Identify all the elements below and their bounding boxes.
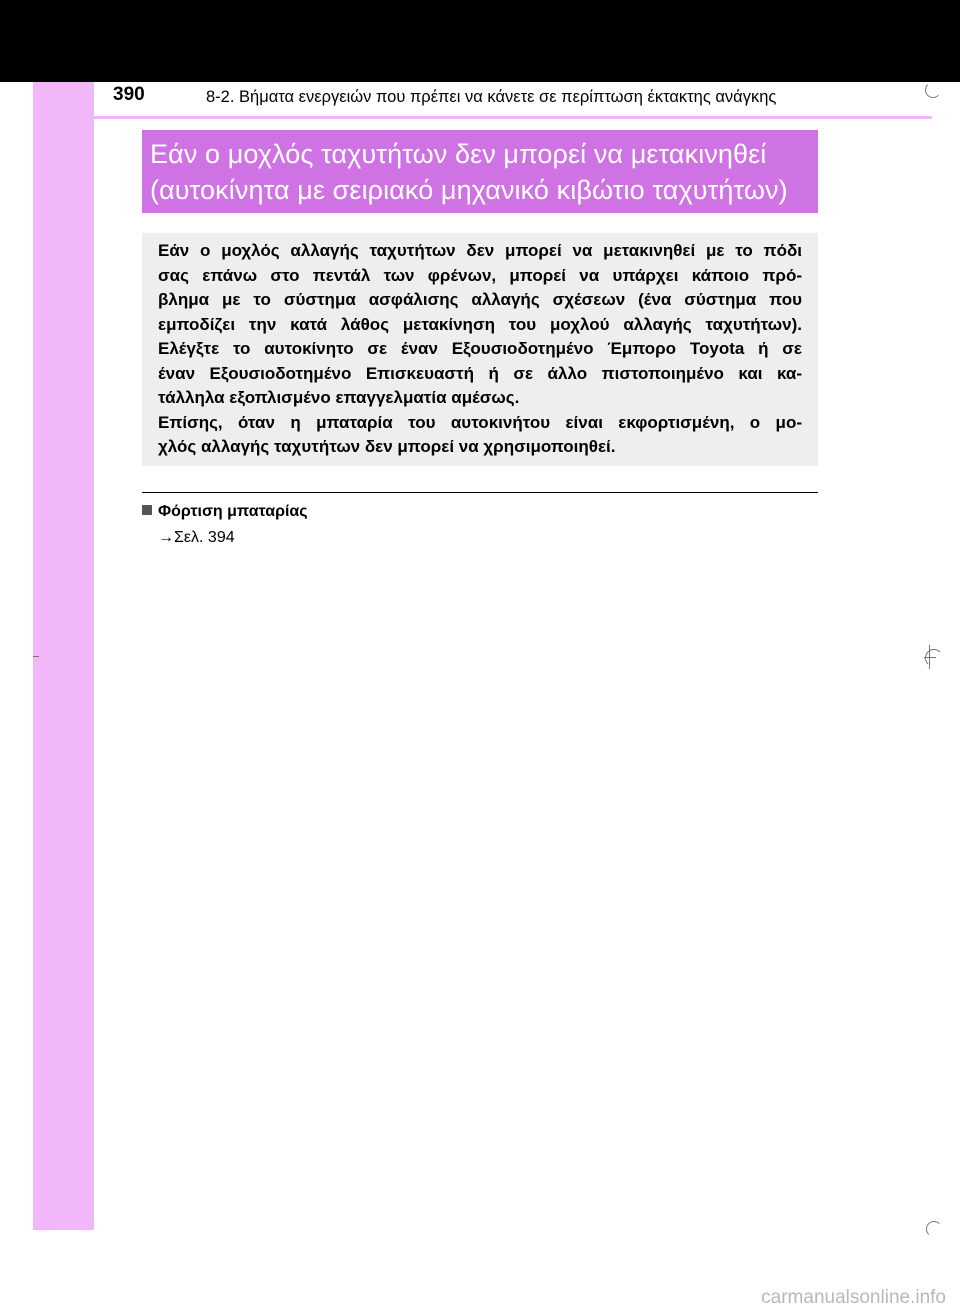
page-number: 390 — [113, 84, 145, 105]
registration-arc-right — [925, 649, 943, 667]
banner-title-line-1: Εάν ο μοχλός ταχυτήτων δεν μπορεί να μετακινηθεί — [150, 139, 767, 169]
square-bullet-icon — [142, 505, 152, 515]
info-line-4: εμποδίζει την κατά λάθος μετακίνηση του μοχλού αλλαγής ταχυτήτων). — [158, 314, 802, 334]
info-line-5: Ελέγξτε το αυτοκίνητο σε έναν Εξουσιοδοτημένο Έμπορο Toyota ή σε — [158, 339, 802, 358]
info-line-6: έναν Εξουσιοδοτημένο Επισκευαστή ή σε άλλο πιστοποιημένο και κα- — [158, 363, 802, 383]
header-rule — [33, 116, 932, 119]
page-reference-link[interactable]: →Σελ. 394 — [158, 529, 235, 546]
subheading-text: Φόρτιση μπαταρίας — [158, 503, 308, 520]
info-line-3: βλημα με το σύστημα ασφάλισης αλλαγής σχέσεων (ένα σύστημα που — [158, 290, 802, 309]
info-line-1: Εάν ο μοχλός αλλαγής ταχυτήτων δεν μπορεί να μετακινηθεί με το πόδι — [158, 241, 802, 260]
top-black-bar — [0, 0, 960, 82]
battery-charging-heading — [142, 503, 308, 521]
side-color-strip — [33, 82, 94, 1230]
crop-mark-left — [33, 656, 39, 657]
chapter-title: 8-2. Βήματα ενεργειών που πρέπει να κάνετε σε περίπτωση έκτακτης ανάγκης — [206, 88, 777, 106]
info-line-8: Επίσης, όταν η μπαταρία του αυτοκινήτου είναι εκφορτισμένη, ο μο- — [158, 412, 802, 432]
section-title-banner — [142, 130, 818, 213]
info-line-2: σας επάνω στο πεντάλ των φρένων, μπορεί να υπάρχει κάποιο πρό- — [158, 265, 802, 285]
info-line-7: τάλληλα εξοπλισμένο επαγγελματία αμέσως. — [158, 388, 520, 407]
registration-arc-bottom — [926, 1221, 942, 1237]
info-box — [142, 233, 818, 466]
banner-title-line-2: (αυτοκίνητα με σειριακό μηχανικό κιβώτιο ταχυτήτων) — [150, 175, 788, 205]
section-divider — [142, 492, 818, 493]
registration-arc-top — [925, 82, 941, 98]
watermark: carmanualsonline.info — [761, 1287, 946, 1308]
info-line-9: χλός αλλαγής ταχυτήτων δεν μπορεί να χρησιμοποιηθεί. — [158, 437, 616, 456]
